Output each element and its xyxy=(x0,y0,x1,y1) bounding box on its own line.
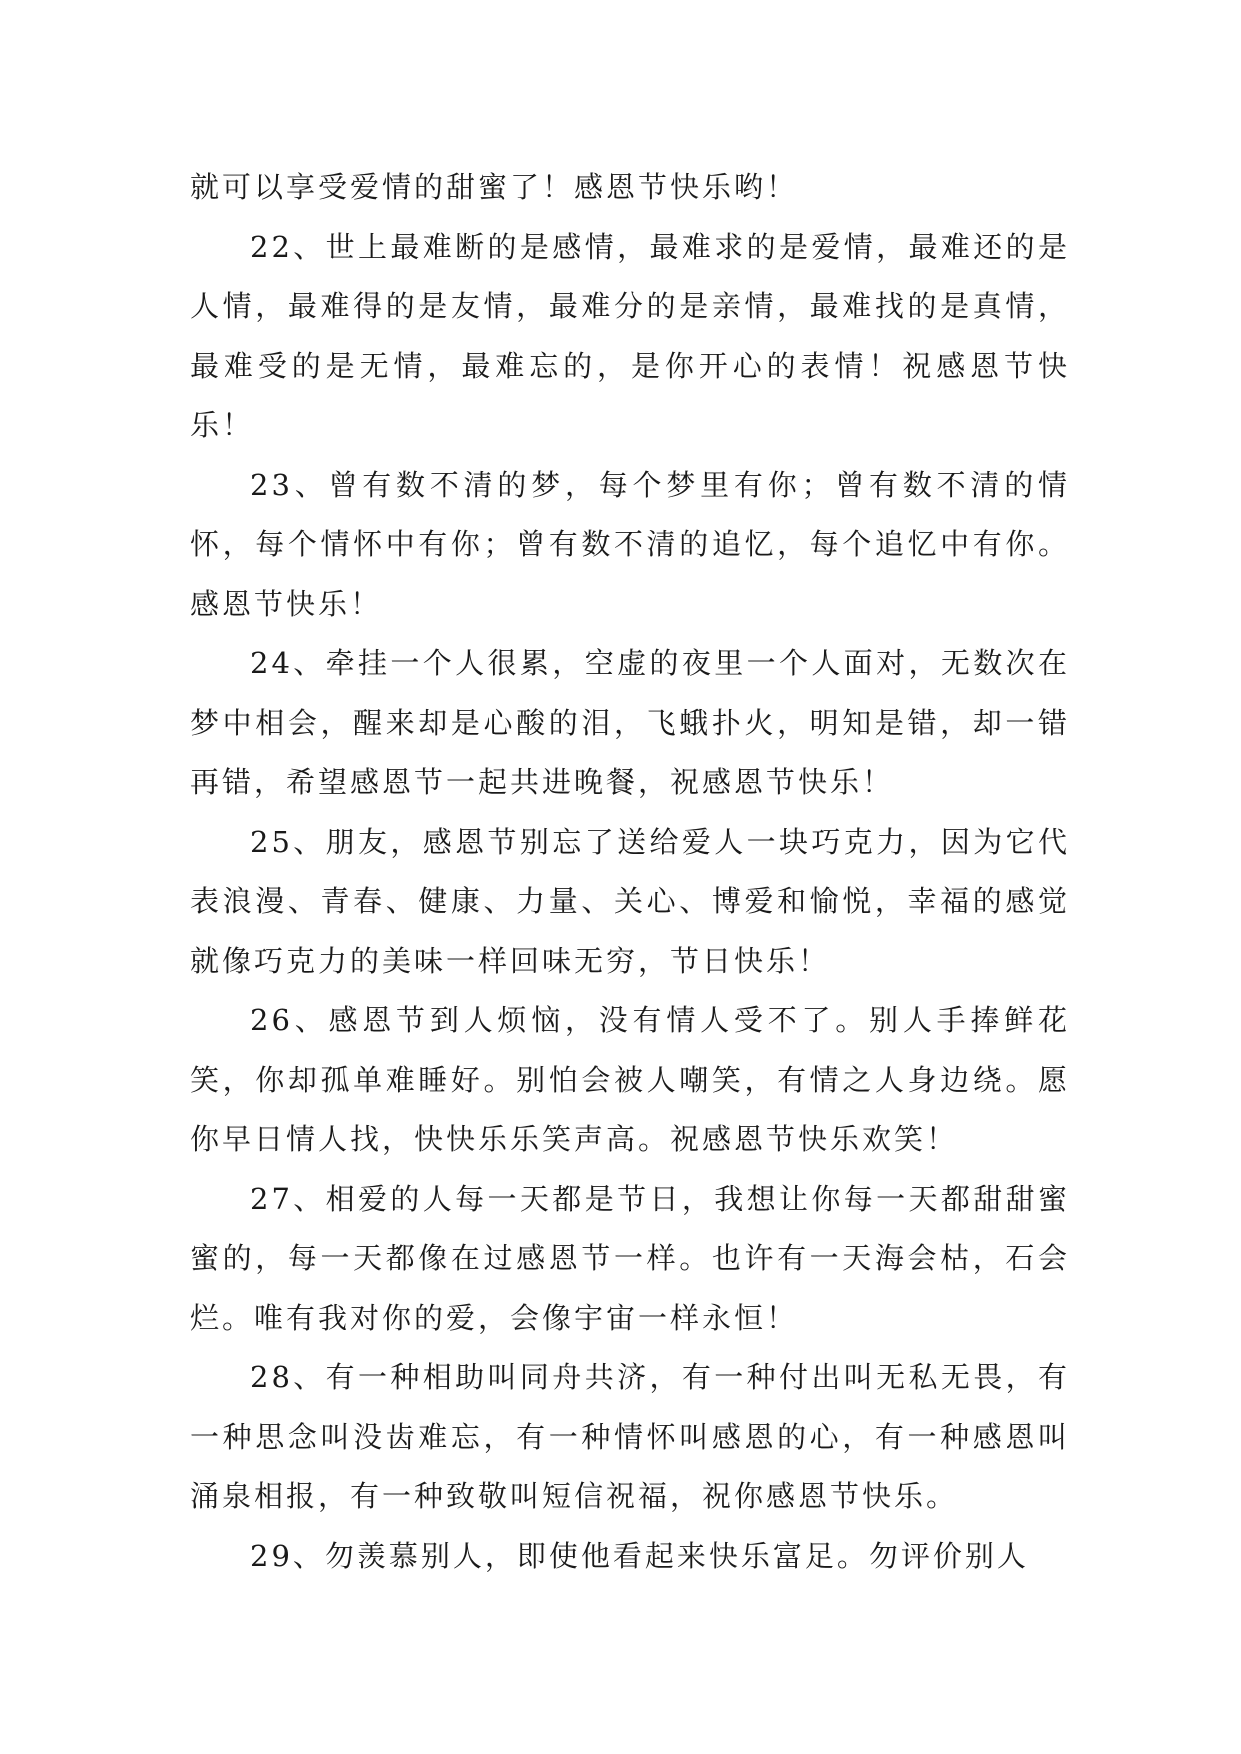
paragraph-22: 22、世上最难断的是感情，最难求的是爱情，最难还的是人情，最难得的是友情，最难分的是亲情，最难找的是真情，最难受的是无情，最难忘的，是你开心的表情！祝感恩节快乐！ xyxy=(190,229,1070,442)
paragraph-28: 28、有一种相助叫同舟共济，有一种付出叫无私无畏，有一种思念叫没齿难忘，有一种情怀叫感恩的心，有一种感恩叫涌泉相报，有一种致敬叫短信祝福，祝你感恩节快乐。 xyxy=(190,1360,1070,1513)
paragraph-29: 29、勿羡慕别人，即使他看起来快乐富足。勿评价别人 xyxy=(250,1538,1029,1573)
paragraph-24: 24、牵挂一个人很累，空虚的夜里一个人面对，无数次在梦中相会，醒来却是心酸的泪，飞蛾扑火，明知是错，却一错再错，希望感恩节一起共进晚餐，祝感恩节快乐！ xyxy=(190,646,1070,799)
paragraph-25: 25、朋友，感恩节别忘了送给爱人一块巧克力，因为它代表浪漫、青春、健康、力量、关心、博爱和愉悦，幸福的感觉就像巧克力的美味一样回味无穷，节日快乐！ xyxy=(190,824,1070,978)
paragraph-23: 23、曾有数不清的梦，每个梦里有你；曾有数不清的情怀，每个情怀中有你；曾有数不清的追忆，每个追忆中有你。感恩节快乐！ xyxy=(190,467,1070,621)
paragraph-27: 27、相爱的人每一天都是节日，我想让你每一天都甜甜蜜蜜的，每一天都像在过感恩节一样。也许有一天海会枯，石会烂。唯有我对你的爱，会像宇宙一样永恒！ xyxy=(190,1181,1070,1335)
paragraph-26: 26、感恩节到人烦恼，没有情人受不了。别人手捧鲜花笑，你却孤单难睡好。别怕会被人嘲笑，有情之人身边绕。愿你早日情人找，快快乐乐笑声高。祝感恩节快乐欢笑！ xyxy=(190,1003,1070,1156)
document-body xyxy=(190,158,1070,1586)
paragraph-continuation: 就可以享受爱情的甜蜜了！感恩节快乐哟！ xyxy=(190,170,799,204)
